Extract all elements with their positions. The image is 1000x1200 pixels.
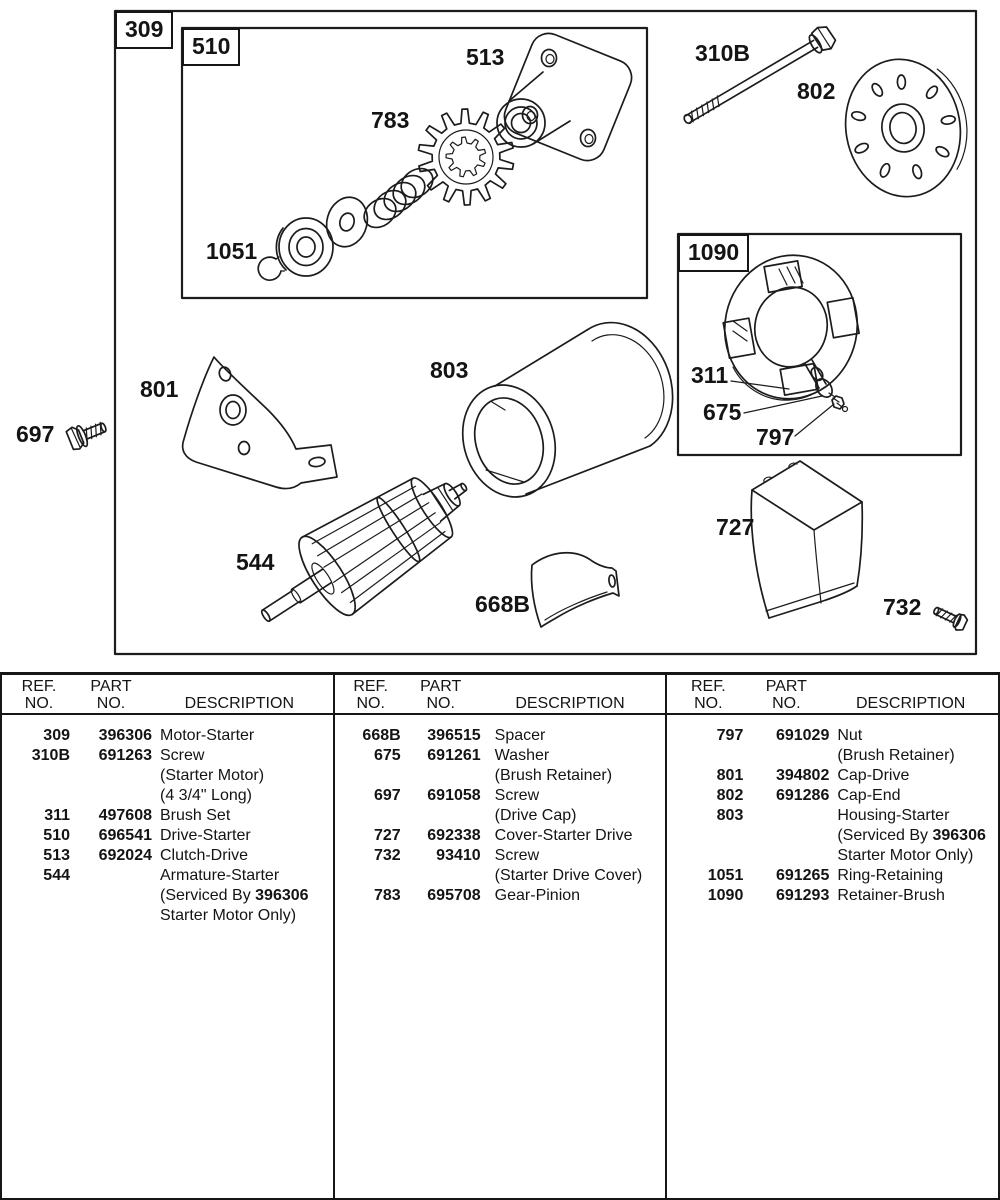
cap-end-drawing bbox=[835, 49, 978, 206]
parts-cell-part bbox=[70, 886, 152, 906]
callout-697: 697 bbox=[16, 421, 55, 447]
parts-row bbox=[335, 886, 666, 906]
parts-cell-desc: Screw bbox=[494, 787, 540, 804]
parts-row bbox=[335, 826, 666, 846]
parts-cell-desc: Brush Set bbox=[160, 807, 231, 824]
parts-cell-desc: (4 3/4" Long) bbox=[160, 787, 252, 804]
parts-cell-ref bbox=[341, 806, 401, 826]
parts-cell-ref bbox=[8, 906, 70, 926]
parts-cell-part: 691265 bbox=[775, 867, 830, 884]
parts-cell-desc: (Drive Cap) bbox=[494, 807, 577, 824]
parts-cell-ref bbox=[341, 866, 401, 886]
parts-row bbox=[667, 846, 998, 866]
parts-rows bbox=[2, 715, 333, 926]
parts-cell-desc: Drive-Starter bbox=[160, 827, 251, 844]
parts-cell-part bbox=[70, 766, 152, 786]
parts-cell-desc: Retainer-Brush bbox=[837, 887, 945, 904]
parts-cell-ref: 801 bbox=[716, 767, 744, 784]
parts-row bbox=[2, 746, 333, 766]
parts-cell-desc: Clutch-Drive bbox=[160, 847, 249, 864]
parts-row bbox=[667, 886, 998, 906]
parts-cell-desc: Screw bbox=[494, 847, 540, 864]
clutch-drive-drawing bbox=[497, 28, 637, 166]
parts-cell-ref: 732 bbox=[373, 847, 401, 864]
parts-cell-ref: 783 bbox=[373, 887, 401, 904]
parts-cell-ref: 1051 bbox=[707, 867, 744, 884]
parts-cell-desc: Cover-Starter Drive bbox=[494, 827, 633, 844]
parts-cell-ref: 513 bbox=[43, 847, 70, 864]
frame-label-309: 309 bbox=[115, 11, 173, 49]
parts-cell-ref bbox=[8, 766, 70, 786]
callout-783: 783 bbox=[371, 107, 410, 133]
parts-row bbox=[335, 726, 666, 746]
parts-cell-part: 691263 bbox=[98, 747, 152, 764]
parts-row bbox=[2, 806, 333, 826]
parts-cell-ref: 668B bbox=[362, 727, 401, 744]
parts-cell-part: 696541 bbox=[98, 827, 152, 844]
parts-cell-ref: 802 bbox=[716, 787, 744, 804]
parts-cell-desc: Ring-Retaining bbox=[837, 867, 944, 884]
parts-cell-ref: 697 bbox=[373, 787, 401, 804]
parts-table-header bbox=[667, 675, 998, 715]
parts-cell-part bbox=[70, 906, 152, 926]
drive-cap-screw-drawing bbox=[66, 416, 110, 452]
callout-675: 675 bbox=[703, 399, 742, 425]
callout-797: 797 bbox=[756, 424, 795, 450]
callout-310B: 310B bbox=[695, 40, 750, 66]
parts-cell-ref: 310B bbox=[31, 747, 70, 764]
parts-cell-desc: Cap-Drive bbox=[837, 767, 910, 784]
callout-544: 544 bbox=[236, 549, 275, 575]
parts-cell-part: 396306 bbox=[98, 727, 152, 744]
parts-row bbox=[667, 726, 998, 746]
callout-668B: 668B bbox=[475, 591, 530, 617]
drive-spring-drawing bbox=[359, 163, 439, 234]
ref-no-header: REF. NO. bbox=[353, 678, 388, 712]
parts-cell-desc: Washer bbox=[494, 747, 550, 764]
parts-cell-desc: (Brush Retainer) bbox=[494, 767, 613, 784]
parts-row bbox=[335, 766, 666, 786]
parts-row bbox=[2, 766, 333, 786]
parts-row bbox=[2, 886, 333, 906]
parts-cell-ref bbox=[341, 766, 401, 786]
cover-screw-drawing bbox=[931, 603, 969, 633]
parts-cell-desc: Spacer bbox=[494, 727, 546, 744]
parts-cell-desc: Gear-Pinion bbox=[494, 887, 581, 904]
parts-row bbox=[335, 746, 666, 766]
parts-cell-part: 396515 bbox=[427, 727, 481, 744]
frame-label-510: 510 bbox=[182, 28, 240, 66]
parts-row bbox=[667, 806, 998, 826]
spacer-drawing bbox=[531, 553, 619, 627]
parts-cell-part: 691261 bbox=[427, 747, 481, 764]
parts-cell-part bbox=[401, 866, 481, 886]
callout-1051: 1051 bbox=[206, 238, 258, 264]
description-header: DESCRIPTION bbox=[856, 695, 966, 712]
parts-row bbox=[335, 866, 666, 886]
retaining-ring-drawing bbox=[258, 257, 284, 280]
parts-cell-ref: 727 bbox=[373, 827, 401, 844]
parts-row bbox=[2, 906, 333, 926]
parts-cell-part: 93410 bbox=[436, 847, 481, 864]
part-no-header: PART NO. bbox=[90, 678, 132, 712]
parts-cell-desc: Starter Motor Only) bbox=[837, 847, 974, 864]
parts-cell-part bbox=[401, 766, 481, 786]
armature-drawing bbox=[239, 447, 491, 655]
parts-cell-part: 691029 bbox=[775, 727, 830, 744]
parts-cell-ref bbox=[8, 886, 70, 906]
parts-row bbox=[667, 866, 998, 886]
callout-803: 803 bbox=[430, 357, 469, 383]
parts-cell-ref bbox=[8, 786, 70, 806]
parts-cell-part: 394802 bbox=[775, 767, 830, 784]
starter-drive-cover-drawing bbox=[751, 461, 862, 618]
parts-table-section-3 bbox=[665, 675, 998, 1198]
parts-row bbox=[667, 826, 998, 846]
parts-cell-ref: 309 bbox=[43, 727, 70, 744]
frame-label-1090: 1090 bbox=[678, 234, 749, 272]
callout-732: 732 bbox=[883, 594, 922, 620]
parts-cell-part bbox=[70, 786, 152, 806]
parts-row bbox=[335, 846, 666, 866]
part-no-header: PART NO. bbox=[765, 678, 807, 712]
parts-cell-desc: (Serviced By 396306 bbox=[160, 887, 309, 904]
parts-cell-ref: 1090 bbox=[707, 887, 744, 904]
parts-cell-part: 497608 bbox=[98, 807, 152, 824]
parts-cell-part bbox=[743, 806, 829, 826]
callout-311: 311 bbox=[691, 362, 729, 388]
parts-cell-ref: 544 bbox=[43, 867, 70, 884]
parts-table-section-1 bbox=[2, 675, 333, 1198]
parts-cell-desc: Cap-End bbox=[837, 787, 901, 804]
parts-cell-desc: Starter Motor Only) bbox=[160, 907, 297, 924]
part-no-header: PART NO. bbox=[420, 678, 462, 712]
parts-table-header bbox=[2, 675, 333, 715]
parts-row bbox=[667, 766, 998, 786]
parts-cell-ref: 311 bbox=[44, 807, 70, 824]
callout-801: 801 bbox=[140, 376, 179, 402]
callout-513: 513 bbox=[466, 44, 505, 70]
drive-pulley-drawing bbox=[276, 218, 333, 276]
parts-table-header bbox=[335, 675, 666, 715]
parts-cell-desc: (Starter Motor) bbox=[160, 767, 265, 784]
cap-drive-bracket-drawing bbox=[183, 357, 337, 489]
parts-cell-part: 695708 bbox=[427, 887, 481, 904]
parts-table-section-2 bbox=[333, 675, 666, 1198]
parts-cell-desc: (Serviced By 396306 bbox=[837, 827, 986, 844]
callout-727: 727 bbox=[716, 514, 755, 540]
parts-cell-part bbox=[401, 806, 481, 826]
parts-cell-part: 692338 bbox=[427, 827, 481, 844]
description-header: DESCRIPTION bbox=[184, 695, 294, 712]
parts-cell-desc: Motor-Starter bbox=[160, 727, 255, 744]
parts-cell-part: 691286 bbox=[775, 787, 830, 804]
parts-cell-ref bbox=[673, 746, 743, 766]
gear-pinion-drawing bbox=[419, 109, 514, 205]
parts-row bbox=[667, 746, 998, 766]
parts-cell-part bbox=[70, 866, 152, 886]
parts-rows bbox=[667, 715, 998, 906]
parts-row bbox=[2, 866, 333, 886]
parts-cell-ref bbox=[673, 826, 743, 846]
parts-cell-part: 692024 bbox=[98, 847, 152, 864]
parts-row bbox=[2, 826, 333, 846]
starter-housing-drawing bbox=[449, 323, 673, 510]
parts-rows bbox=[335, 715, 666, 906]
parts-table bbox=[0, 672, 1000, 1200]
parts-cell-desc: Armature-Starter bbox=[160, 867, 280, 884]
parts-cell-part bbox=[743, 746, 829, 766]
parts-cell-part: 691293 bbox=[775, 887, 830, 904]
parts-cell-desc: (Brush Retainer) bbox=[837, 747, 955, 764]
description-header: DESCRIPTION bbox=[515, 695, 625, 712]
callout-802: 802 bbox=[797, 78, 836, 104]
parts-cell-desc: Screw bbox=[160, 747, 205, 764]
ref-no-header: REF. NO. bbox=[691, 678, 726, 712]
parts-cell-desc: Nut bbox=[837, 727, 863, 744]
parts-cell-ref: 797 bbox=[716, 727, 744, 744]
parts-cell-part bbox=[743, 846, 829, 866]
parts-cell-ref: 675 bbox=[373, 747, 401, 764]
parts-cell-desc: (Starter Drive Cover) bbox=[494, 867, 643, 884]
parts-row bbox=[335, 806, 666, 826]
parts-row bbox=[667, 786, 998, 806]
parts-row bbox=[2, 846, 333, 866]
parts-row bbox=[2, 786, 333, 806]
parts-cell-ref: 803 bbox=[716, 807, 744, 824]
parts-row bbox=[2, 726, 333, 746]
parts-row bbox=[335, 786, 666, 806]
parts-cell-desc: Housing-Starter bbox=[837, 807, 950, 824]
ref-no-header: REF. NO. bbox=[21, 678, 57, 712]
parts-cell-part bbox=[743, 826, 829, 846]
parts-cell-ref: 510 bbox=[43, 827, 70, 844]
parts-cell-part: 691058 bbox=[427, 787, 481, 804]
parts-cell-ref bbox=[673, 846, 743, 866]
